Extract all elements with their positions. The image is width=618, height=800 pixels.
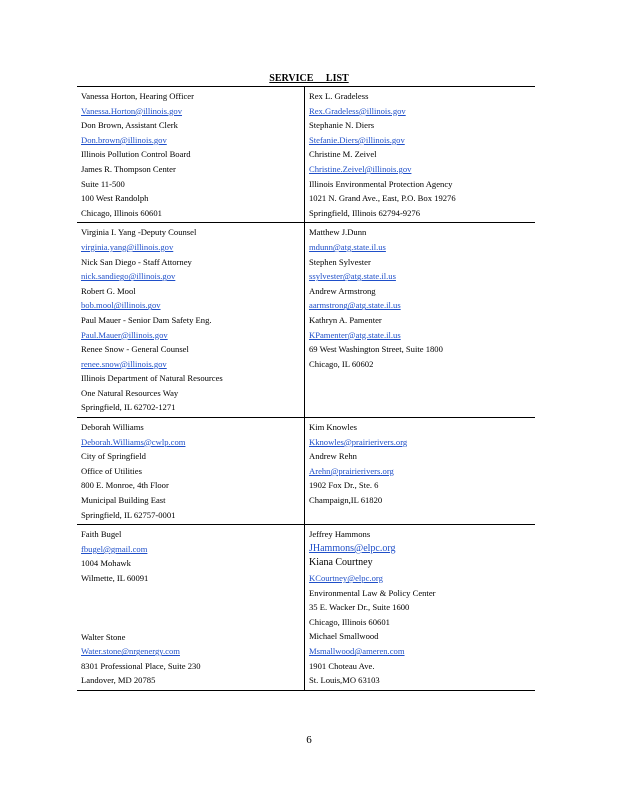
contact-name: Paul Mauer - Senior Dam Safety Eng. [81, 314, 212, 325]
email-link[interactable]: Rex.Gradeless@illinois.gov [309, 105, 406, 116]
address-line: 69 West Washington Street, Suite 1800 [309, 344, 443, 355]
address-line: Chicago, IL 60602 [309, 358, 374, 369]
email-link[interactable]: ssylvester@atg.state.il.us [309, 271, 396, 282]
email-link[interactable]: KPamenter@atg.state.il.us [309, 329, 401, 340]
contact-cell [305, 87, 536, 223]
email-link[interactable]: nick.sandiego@illinois.gov [81, 271, 176, 282]
email-link[interactable]: mdunn@atg.state.il.us [309, 241, 386, 252]
email-link[interactable]: Kknowles@prairierivers.org [309, 436, 408, 447]
contact-name: Kathryn A. Pamenter [309, 314, 382, 325]
contact-cell [77, 525, 305, 691]
contact-name: Nick San Diego - Staff Attorney [81, 256, 192, 267]
contact-name: Walter Stone [81, 631, 126, 642]
address-line: Municipal Building East [81, 495, 166, 506]
page-number: 6 [306, 734, 312, 746]
contact-cell [305, 418, 536, 525]
email-link[interactable]: Water.stone@nrgenergy.com [81, 646, 180, 657]
contact-name: Vanessa Horton, Hearing Officer [81, 91, 194, 101]
table-row [77, 87, 535, 223]
address-line: 100 West Randolph [81, 193, 149, 204]
address-line: 8301 Professional Place, Suite 230 [81, 660, 201, 671]
contact-name: Matthew J.Dunn [309, 227, 367, 238]
email-link[interactable]: bob.mool@illinois.gov [81, 300, 161, 311]
address-line: Suite 11-500 [81, 178, 125, 189]
page-title: SERVICE LIST [269, 73, 349, 84]
email-link[interactable]: JHammons@elpc.org [309, 542, 396, 554]
contact-cell [305, 525, 536, 691]
contact-name: Robert G. Mool [81, 285, 136, 296]
address-line: One Natural Resources Way [81, 387, 179, 398]
organization: Illinois Environmental Protection Agency [309, 178, 453, 189]
address-line: Springfield, IL 62702-1271 [81, 402, 176, 413]
email-link[interactable]: aarmstrong@atg.state.il.us [309, 300, 401, 311]
email-link[interactable]: Arehn@prairierivers.org [309, 465, 394, 476]
address-line: Springfield, Illinois 62794-9276 [309, 207, 420, 218]
contact-name: Deborah Williams [81, 422, 144, 433]
address-line: Landover, MD 20785 [81, 675, 156, 686]
contact-name: Don Brown, Assistant Clerk [81, 120, 178, 131]
address-line: 800 E. Monroe, 4th Floor [81, 480, 169, 491]
email-link[interactable]: Don.brown@illinois.gov [81, 134, 167, 145]
email-link[interactable]: virginia.yang@illinois.gov [81, 241, 174, 252]
address-line: Chicago, Illinois 60601 [81, 207, 162, 218]
organization: Office of Utilities [81, 465, 142, 476]
email-link[interactable]: fbugel@gmail.com [81, 543, 148, 554]
email-link[interactable]: Paul.Mauer@illinois.gov [81, 329, 168, 340]
email-link[interactable]: Stefanie.Diers@illinois.gov [309, 134, 405, 145]
contact-name: Faith Bugel [81, 529, 122, 540]
contact-cell [77, 87, 305, 223]
contact-name: Kiana Courtney [309, 557, 373, 569]
address-line: St. Louis,MO 63103 [309, 675, 380, 686]
contact-name: Renee Snow - General Counsel [81, 344, 189, 355]
service-list-table [77, 86, 535, 691]
contact-name: Christine M. Zeivel [309, 149, 377, 160]
address-line: 1004 Mohawk [81, 558, 131, 569]
organization: Environmental Law & Policy Center [309, 587, 436, 598]
contact-name: Rex L. Gradeless [309, 91, 369, 101]
email-link[interactable]: renee.snow@illinois.gov [81, 358, 167, 369]
contact-cell [77, 418, 305, 525]
organization: Illinois Pollution Control Board [81, 149, 191, 160]
address-line: 1902 Fox Dr., Ste. 6 [309, 480, 379, 491]
address-line: 1901 Choteau Ave. [309, 660, 375, 671]
email-link[interactable]: Deborah.Williams@cwlp.com [81, 436, 186, 447]
contact-name: Stephanie N. Diers [309, 120, 375, 131]
contact-name: Kim Knowles [309, 422, 357, 433]
address-line: James R. Thompson Center [81, 163, 176, 174]
email-link[interactable]: Vanessa.Horton@illinois.gov [81, 105, 183, 116]
organization: City of Springfield [81, 451, 146, 462]
contact-name: Andrew Armstrong [309, 285, 376, 296]
email-link[interactable]: Christine.Zeivel@illinois.gov [309, 163, 412, 174]
organization: Illinois Department of Natural Resources [81, 373, 223, 384]
contact-name: Stephen Sylvester [309, 256, 371, 267]
table-row [77, 223, 535, 418]
email-link[interactable]: Msmallwood@ameren.com [309, 645, 405, 656]
contact-name: Andrew Rehn [309, 451, 357, 462]
address-line: Chicago, Illinois 60601 [309, 616, 390, 627]
contact-name: Virginia I. Yang -Deputy Counsel [81, 227, 197, 238]
address-line: Springfield, IL 62757-0001 [81, 509, 176, 520]
address-line: 35 E. Wacker Dr., Suite 1600 [309, 602, 410, 613]
address-line: Champaign,IL 61820 [309, 495, 383, 506]
address-line: Wilmette, IL 60091 [81, 573, 149, 583]
contact-cell [305, 223, 536, 418]
table-row [77, 418, 535, 525]
contact-name: Jeffrey Hammons [309, 529, 371, 540]
contact-name: Michael Smallwood [309, 631, 379, 642]
address-line: 1021 N. Grand Ave., East, P.O. Box 19276 [309, 193, 456, 204]
blank-space [81, 586, 301, 630]
email-link[interactable]: KCourtney@elpc.org [309, 573, 383, 583]
contact-cell [77, 223, 305, 418]
table-row [77, 525, 535, 691]
